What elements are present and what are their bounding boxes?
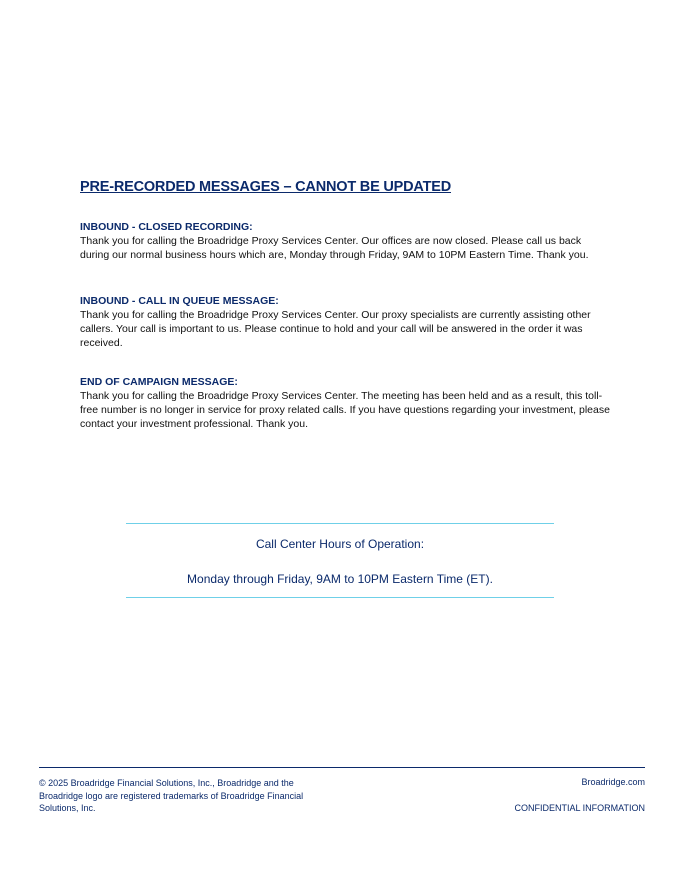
page-title: PRE-RECORDED MESSAGES – CANNOT BE UPDATED bbox=[80, 179, 451, 195]
footer-website-link[interactable]: Broadridge.com bbox=[581, 777, 645, 787]
section-body: Thank you for calling the Broadridge Proxy Services Center. Our offices are now closed. Please call us back during our normal business hours which are, Monday through Friday, 9AM to 10PM Eastern Time. Thank you. bbox=[80, 235, 589, 261]
section-heading: INBOUND - CALL IN QUEUE MESSAGE: bbox=[80, 295, 279, 307]
hours-title: Call Center Hours of Operation: bbox=[255, 537, 425, 551]
section-heading: END OF CAMPAIGN MESSAGE: bbox=[80, 376, 238, 388]
footer-confidential-label: CONFIDENTIAL INFORMATION bbox=[514, 803, 645, 813]
section-body: Thank you for calling the Broadridge Proxy Services Center. The meeting has been held and as a result, this toll-free number is no longer in service for proxy related calls. If you have questions regarding your investment, please contact your investment professional. Thank you. bbox=[80, 390, 610, 430]
section-heading: INBOUND - CLOSED RECORDING: bbox=[80, 221, 253, 233]
call-queue-section bbox=[80, 295, 610, 350]
footer-copyright: © 2025 Broadridge Financial Solutions, Inc., Broadridge and the Broadridge logo are registered trademarks of Broadridge Financial Solutions, Inc. bbox=[39, 778, 304, 813]
footer-divider bbox=[39, 767, 645, 768]
call-center-hours-box bbox=[126, 523, 554, 598]
section-body: Thank you for calling the Broadridge Proxy Services Center. Our proxy specialists are currently assisting other callers. Your call is important to us. Please continue to hold and your call will be answered in the order it was received. bbox=[80, 309, 591, 349]
hours-text: Monday through Friday, 9AM to 10PM Eastern Time (ET). bbox=[187, 572, 493, 586]
end-of-campaign-section bbox=[80, 376, 610, 431]
closed-recording-section bbox=[80, 221, 610, 262]
